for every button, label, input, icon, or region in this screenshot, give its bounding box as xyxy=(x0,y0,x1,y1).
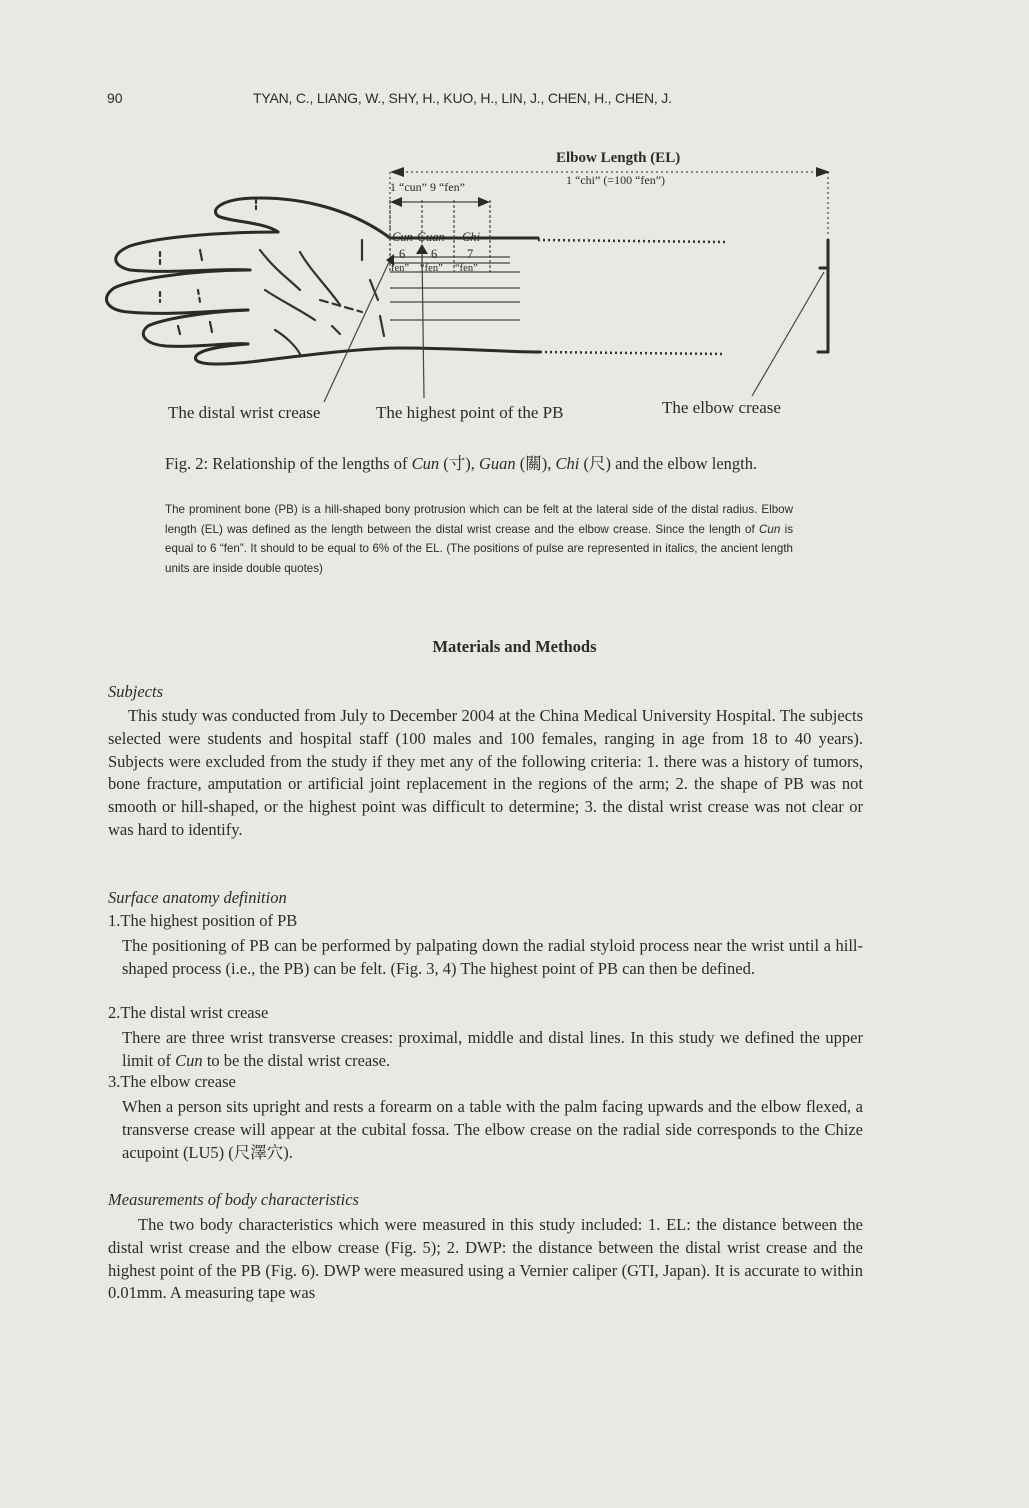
middle-finger-outline xyxy=(106,270,250,313)
figure-label-num-6b: 6 xyxy=(431,247,438,261)
section-heading: Materials and Methods xyxy=(432,637,597,656)
arm-diagram-drawing xyxy=(100,140,840,440)
caption-cun: Cun xyxy=(411,454,440,473)
figure-label-cun-length: 1 “cun” 9 “fen” xyxy=(390,180,465,194)
elbow-end-outline xyxy=(818,240,828,352)
figure-legend: The prominent bone (PB) is a hill-shaped bony protrusion which can be felt at the lateral side of the distal radius. Elbow length (EL) was defined as the length between the distal wrist crease and the elbow crease. Since the length of Cun is equal to 6 “fen”. It should to be equal to 6% of the EL. (The positions of pulse are represented in italics, the ancient length units are inside double quotes) xyxy=(165,503,794,575)
figure-label-distal-wrist-crease: The distal wrist crease xyxy=(168,403,321,422)
figure-caption: Fig. 2: Relationship of the lengths of Cun (寸), Guan (關), Chi (尺) and the elbow length. xyxy=(165,454,758,473)
ring-finger-outline xyxy=(143,310,248,346)
page-number: 90 xyxy=(107,90,123,106)
figure-label-fen-c: “fen” xyxy=(455,263,478,274)
figure-label-elbow-length: Elbow Length (EL) xyxy=(556,150,681,166)
forearm-bottom-outline xyxy=(400,348,540,352)
figure-label-num-6a: 6 xyxy=(399,247,406,261)
item-1-paragraph: The positioning of PB can be performed by palpating down the radial styloid process near the wrist until a hill-shaped process (i.e., the PB) can be felt. (Fig. 3, 4) The highest point of PB can then be defined. xyxy=(122,936,863,978)
surface-anatomy-heading: Surface anatomy definition xyxy=(108,888,287,907)
item-3-label: 3.The elbow crease xyxy=(108,1072,236,1091)
caption-chi: Chi xyxy=(555,454,580,473)
forearm-top-dotted xyxy=(538,240,725,242)
item-2-label: 2.The distal wrist crease xyxy=(108,1003,269,1022)
figure-label-chi: Chi xyxy=(462,230,481,244)
figure-label-cun: Cun xyxy=(392,230,413,244)
figure-label-guan: Guan xyxy=(417,230,445,244)
figure-label-highest-point-pb: The highest point of the PB xyxy=(376,403,564,422)
item-3-paragraph: When a person sits upright and rests a forearm on a table with the palm facing upwards and the elbow flexed, a transverse crease will appear at the cubital fossa. The elbow crease on the radial side corresponds to the Chize acupoint (LU5) (尺澤穴). xyxy=(122,1097,863,1162)
figure-label-elbow-crease: The elbow crease xyxy=(662,398,781,417)
item-2-paragraph: There are three wrist transverse creases: proximal, middle and distal lines. In this study we defined the upper limit of Cun to be the distal wrist crease. xyxy=(122,1028,863,1070)
palm-heel-outline xyxy=(195,344,400,364)
figure-label-num-7: 7 xyxy=(467,247,474,261)
caption-guan: Guan xyxy=(478,454,516,473)
index-finger-outline xyxy=(116,232,278,271)
figure-label-fen-b: “fen” xyxy=(420,263,443,274)
running-head-authors: TYAN, C., LIANG, W., SHY, H., KUO, H., LIN, J., CHEN, H., CHEN, J. xyxy=(253,90,672,106)
figure-label-chi-length: 1 “chi” (=100 “fen”) xyxy=(566,173,666,187)
measurements-paragraph: The two body characteristics which were measured in this study included: 1. EL: the distance between the distal wrist crease and the elbow crease (Fig. 5); 2. DWP: the distance between the distal wrist crease and the highest point of the PB (Fig. 6). DWP were measured using a Vernier caliper (GTI, Japan). It is accurate to within 0.01mm. A measuring tape was xyxy=(108,1215,863,1303)
forearm-bottom-dotted xyxy=(540,352,725,354)
subjects-heading: Subjects xyxy=(108,682,163,701)
item-1-label: 1.The highest position of PB xyxy=(108,911,298,930)
figure-label-fen-a: fen” xyxy=(391,263,410,274)
measurements-heading: Measurements of body characteristics xyxy=(108,1190,359,1209)
figure-arm-diagram xyxy=(100,140,840,440)
subjects-paragraph: This study was conducted from July to December 2004 at the China Medical University Hospital. The subjects selected were students and hospital staff (100 males and 100 females, ranging in age from 18 to 40 years). Subjects were excluded from the study if they met any of the following criteria: 1. there was a history of tumors, bone fracture, amputation or artificial joint replacement in the regions of the arm; 2. the shape of PB was not smooth or hill-shaped, or the highest point was difficult to determine; 3. the distal wrist crease was not clear or was hard to identify. xyxy=(108,706,863,839)
